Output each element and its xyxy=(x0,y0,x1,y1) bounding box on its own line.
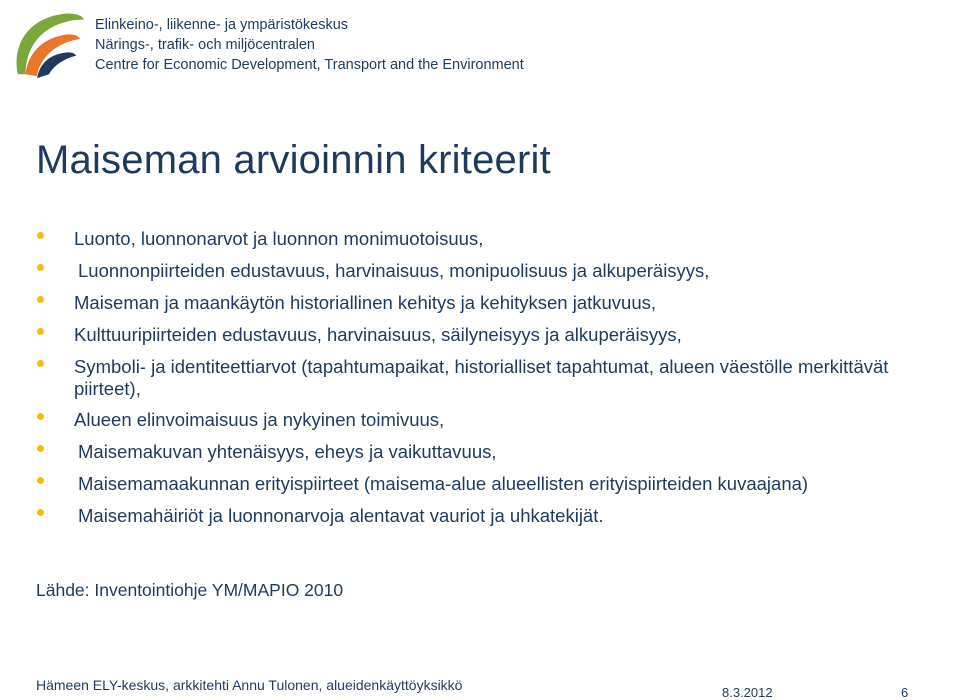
bullet-icon xyxy=(37,328,44,335)
ely-logo xyxy=(8,4,86,82)
list-item xyxy=(36,292,956,314)
page-number: 6 xyxy=(901,685,909,700)
list-item-text: Maisemakuvan yhtenäisyys, eheys ja vaikuttavuus, xyxy=(78,441,497,462)
org-name-en: Centre for Economic Development, Transport and the Environment xyxy=(95,57,524,73)
bullet-icon xyxy=(37,477,44,484)
list-item-text: Luonnonpiirteiden edustavuus, harvinaisuus, monipuolisuus ja alkuperäisyys, xyxy=(78,260,710,281)
list-item-text: Luonto, luonnonarvot ja luonnon monimuotoisuus, xyxy=(74,228,484,249)
footer-author: Hämeen ELY-keskus, arkkitehti Annu Tulonen, alueidenkäyttöyksikkö xyxy=(36,677,463,693)
list-item xyxy=(36,324,956,346)
bullet-icon xyxy=(37,264,44,271)
bullet-icon xyxy=(37,445,44,452)
list-item-text: Symboli- ja identiteettiarvot (tapahtumapaikat, historialliset tapahtumat, alueen väestölle merkittävät piirteet), xyxy=(74,356,889,399)
list-item xyxy=(36,473,956,495)
list-item-text: Maisemamaakunnan erityispiirteet (maisema-alue alueellisten erityispiirteiden kuvaajana) xyxy=(78,473,809,494)
org-name-sv: Närings-, trafik- och miljöcentralen xyxy=(95,37,315,53)
list-item xyxy=(36,505,956,527)
list-item xyxy=(36,409,956,431)
list-item-text: Maisemahäiriöt ja luonnonarvoja alentavat vauriot ja uhkatekijät. xyxy=(78,505,604,526)
list-item xyxy=(36,356,956,400)
footer-date: 8.3.2012 xyxy=(722,685,773,700)
bullet-icon xyxy=(37,509,44,516)
list-item-text: Maiseman ja maankäytön historiallinen kehitys ja kehityksen jatkuvuus, xyxy=(74,292,657,313)
list-item-text: Kulttuuripiirteiden edustavuus, harvinaisuus, säilyneisyys ja alkuperäisyys, xyxy=(74,324,682,345)
organization-name xyxy=(95,15,524,75)
slide-title: Maiseman arvioinnin kriteerit xyxy=(36,138,551,182)
criteria-list xyxy=(36,228,956,527)
list-item xyxy=(36,260,956,282)
org-name-fi: Elinkeino-, liikenne- ja ympäristökeskus xyxy=(95,17,349,33)
bullet-icon xyxy=(37,232,44,239)
list-item xyxy=(36,441,956,463)
bullet-icon xyxy=(37,360,44,367)
bullet-icon xyxy=(37,296,44,303)
list-item-text: Alueen elinvoimaisuus ja nykyinen toimivuus, xyxy=(74,409,445,430)
header xyxy=(0,0,960,90)
bullet-icon xyxy=(37,413,44,420)
source-citation: Lähde: Inventointiohje YM/MAPIO 2010 xyxy=(36,580,344,600)
list-item xyxy=(36,228,956,250)
